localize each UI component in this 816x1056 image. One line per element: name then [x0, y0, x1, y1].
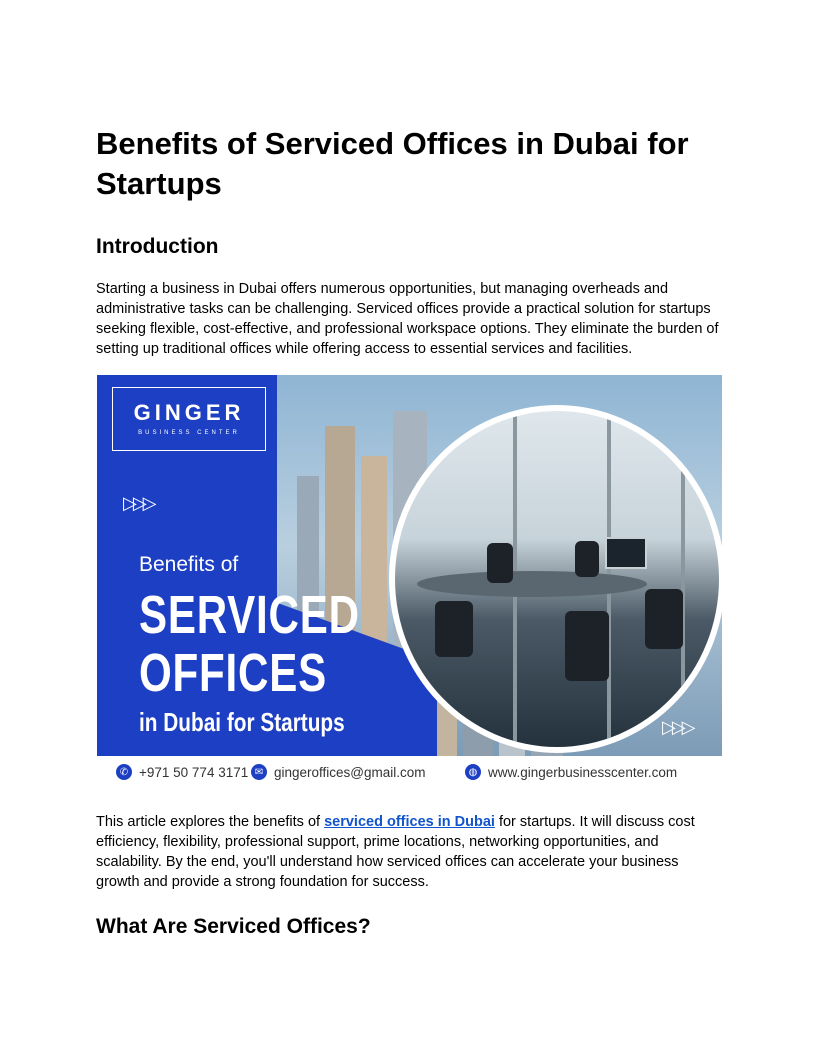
phone-text: +971 50 774 3171 — [139, 764, 249, 780]
email-text: gingeroffices@gmail.com — [274, 764, 426, 780]
banner-line-serviced: SERVICED — [139, 585, 360, 645]
page-title: Benefits of Serviced Offices in Dubai for Startups — [96, 126, 689, 201]
meeting-table-shape — [417, 571, 647, 597]
office-photo-circle — [389, 405, 722, 753]
contact-website — [465, 764, 677, 780]
article-paragraph — [96, 812, 726, 892]
article-text-after-link: for startups. It will discuss cost efficiency, flexibility, professional support, prime locations, networking opportunities, and scalability. By the end, you'll understand how serviced offices can accelerate your business growth and provide a strong foundation for success. — [96, 814, 695, 890]
serviced-offices-link[interactable]: serviced offices in Dubai — [324, 814, 495, 830]
triple-arrow-icon: ▷▷▷ — [123, 493, 153, 513]
monitor-shape — [605, 537, 647, 569]
banner-background — [97, 375, 722, 756]
phone-icon: ✆ — [116, 764, 132, 780]
ginger-logo — [112, 387, 266, 451]
intro-heading: Introduction — [96, 235, 219, 258]
contact-email — [251, 764, 426, 780]
banner-line-benefits: Benefits of — [139, 553, 239, 576]
section-heading: What Are Serviced Offices? — [96, 915, 371, 938]
logo-word: GINGER — [133, 400, 245, 425]
contact-phone — [116, 764, 248, 780]
banner-line-offices: OFFICES — [139, 643, 327, 703]
contact-strip — [97, 756, 722, 788]
website-text: www.gingerbusinesscenter.com — [488, 764, 678, 780]
article-text-before-link: This article explores the benefits of — [96, 814, 325, 830]
logo-subtitle: BUSINESS CENTER — [138, 430, 240, 436]
triple-arrow-icon-bottom: ▷▷▷ — [662, 717, 692, 737]
article-banner-image — [97, 375, 722, 788]
banner-line-dubai: in Dubai for Startups — [139, 707, 345, 737]
intro-paragraph: Starting a business in Dubai offers numerous opportunities, but managing overheads and administrative tasks can be challenging. Serviced offices provide a practical solution for startups seeking flexible, cost-effective, and professional workspace options. They eliminate the burden of setting up traditional offices while offering access to essential services and facilities. — [96, 281, 719, 357]
globe-icon: ◍ — [465, 764, 481, 780]
mail-icon: ✉ — [251, 764, 267, 780]
